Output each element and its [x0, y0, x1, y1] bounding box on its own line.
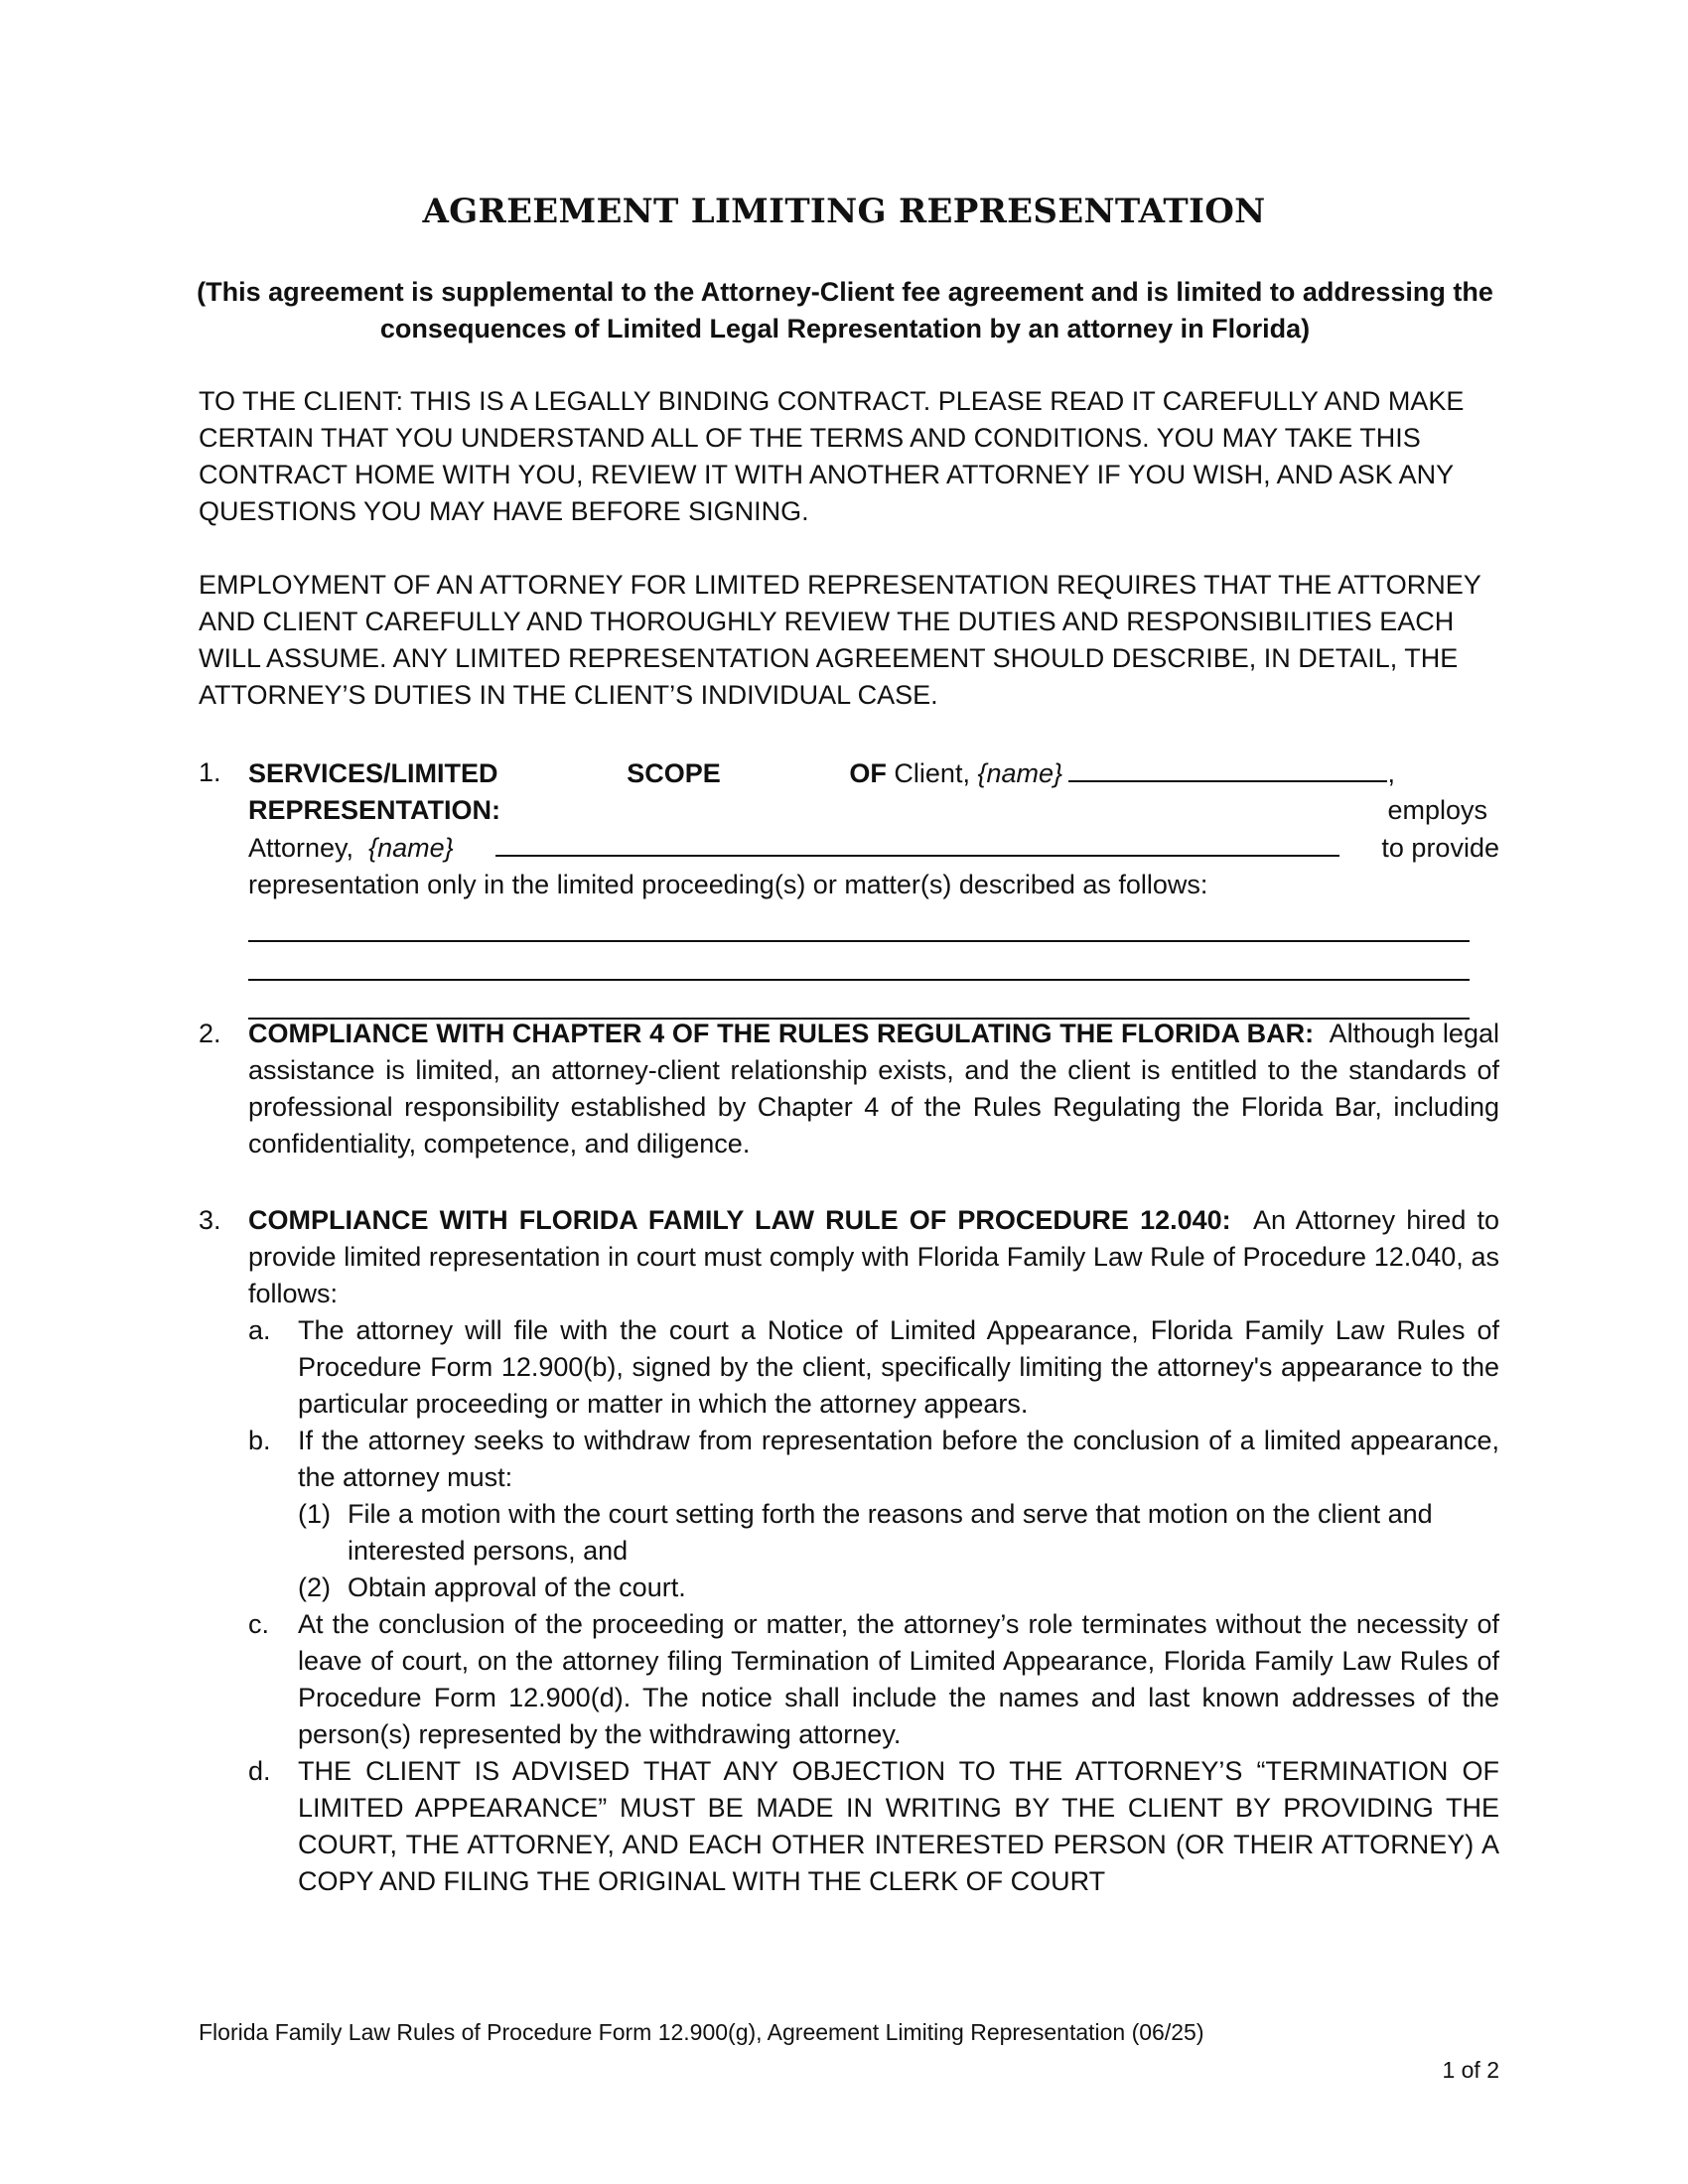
attorney-label: Attorney, — [248, 833, 354, 863]
section-number: 1. — [199, 757, 221, 787]
scope-line-2[interactable] — [248, 942, 1470, 981]
attorney-line — [248, 829, 1499, 867]
subsection-text: The attorney will file with the court a Notice of Limited Appearance, Florida Family Law Rules of Procedure Form 12.900(b), signed by the client, specifically limiting the attorney's appearance to the particular proceeding or matter in which the attorney appears. — [298, 1315, 1499, 1419]
section-1-services — [199, 754, 1499, 1020]
scope-line-3[interactable] — [248, 981, 1470, 1020]
section-number: 2. — [199, 1019, 221, 1048]
subsection-c — [248, 1606, 1499, 1753]
form-footer: Florida Family Law Rules of Procedure Form 12.900(g), Agreement Limiting Representation (06/25) — [199, 2019, 1204, 2045]
to-provide-label: to provide — [1381, 833, 1499, 863]
section-heading: SERVICES/LIMITED SCOPE OF REPRESENTATION: — [248, 758, 887, 825]
subsection-text: Obtain approval of the court. — [348, 1572, 686, 1602]
subsection-label: (1) — [298, 1499, 331, 1529]
document-subtitle: (This agreement is supplemental to the Attorney-Client fee agreement and is limited to addressing the consequences of Limited Legal Representation by an attorney in Florida) — [197, 277, 1493, 343]
subsection-text: If the attorney seeks to withdraw from representation before the conclusion of a limited appearance, the attorney must: — [298, 1426, 1499, 1492]
section-text: An Attorney hired to provide limited representation in court must comply with Florida Family Law Rule of Procedure 12.040, as follows: — [248, 1205, 1499, 1308]
section-2-compliance-chapter-4 — [199, 1016, 1499, 1162]
client-name-field[interactable] — [1068, 754, 1387, 782]
document-title: AGREEMENT LIMITING REPRESENTATION — [422, 192, 1266, 231]
subsection-label: d. — [248, 1756, 271, 1786]
client-label: Client, — [894, 758, 970, 788]
section-heading: COMPLIANCE WITH FLORIDA FAMILY LAW RULE OF PROCEDURE 12.040: — [248, 1205, 1231, 1235]
subsection-label: c. — [248, 1609, 270, 1639]
employs-label: , employs — [1387, 758, 1488, 825]
subsection-text: At the conclusion of the proceeding or matter, the attorney’s role terminates without the necessity of leave of court, on the attorney filing Termination of Limited Appearance, Florida Family Law Rules of Procedure Form 12.900(d). The notice shall include the names and last known addresses of the person(s) represented by the withdrawing attorney. — [298, 1609, 1499, 1749]
client-line — [248, 754, 1499, 829]
employment-notice-paragraph: EMPLOYMENT OF AN ATTORNEY FOR LIMITED REPRESENTATION REQUIRES THAT THE ATTORNEY AND CLIENT CAREFULLY AND THOROUGHLY REVIEW THE DUTIES AND RESPONSIBILITIES EACH WILL ASSUME. ANY LIMITED REPRESENTATION AGREEMENT SHOULD DESCRIBE, IN DETAIL, THE ATTORNEY’S DUTIES IN THE CLIENT’S INDIVIDUAL CASE. — [199, 570, 1481, 710]
section-heading: COMPLIANCE WITH CHAPTER 4 OF THE RULES REGULATING THE FLORIDA BAR: — [248, 1019, 1315, 1048]
section-text: Although legal assistance is limited, an attorney-client relationship exists, and the client is entitled to the standards of professional responsibility established by Chapter 4 of the Rules Regulating the Florida Bar, including confidentiality, competence, and diligence. — [248, 1019, 1499, 1159]
subsection-b — [248, 1423, 1499, 1496]
client-notice-paragraph: TO THE CLIENT: THIS IS A LEGALLY BINDING CONTRACT. PLEASE READ IT CAREFULLY AND MAKE CERTAIN THAT YOU UNDERSTAND ALL OF THE TERMS AND CONDITIONS. YOU MAY TAKE THIS CONTRACT HOME WITH YOU, REVIEW IT WITH ANOTHER ATTORNEY IF YOU WISH, AND ASK ANY QUESTIONS YOU MAY HAVE BEFORE SIGNING. — [199, 386, 1465, 526]
subsection-label: b. — [248, 1426, 271, 1455]
section-3-compliance-rule-12-040 — [199, 1202, 1499, 1900]
subsection-label: a. — [248, 1315, 271, 1345]
client-name-placeholder: {name} — [977, 758, 1063, 788]
subsection-text: THE CLIENT IS ADVISED THAT ANY OBJECTION TO THE ATTORNEY’S “TERMINATION OF LIMITED APPEARANCE” MUST BE MADE IN WRITING BY THE CLIENT BY PROVIDING THE COURT, THE ATTORNEY, AND EACH OTHER INTERESTED PERSON (OR THEIR ATTORNEY) A COPY AND FILING THE ORIGINAL WITH THE CLERK OF COURT — [298, 1756, 1499, 1896]
subsection-a — [248, 1312, 1499, 1423]
subsection-b-2 — [298, 1570, 1499, 1606]
attorney-name-placeholder: {name} — [368, 833, 454, 863]
subsection-d — [248, 1753, 1499, 1900]
subsection-label: (2) — [298, 1572, 331, 1602]
subsection-text: File a motion with the court setting forth the reasons and serve that motion on the client and interested persons, and — [348, 1499, 1433, 1566]
attorney-name-field[interactable] — [495, 829, 1339, 857]
scope-description-text: representation only in the limited proceeding(s) or matter(s) described as follows: — [248, 870, 1208, 899]
subsection-b-1 — [298, 1496, 1499, 1570]
scope-line-1[interactable] — [248, 903, 1470, 942]
section-number: 3. — [199, 1205, 221, 1235]
page-number: 1 of 2 — [1442, 2057, 1499, 2083]
